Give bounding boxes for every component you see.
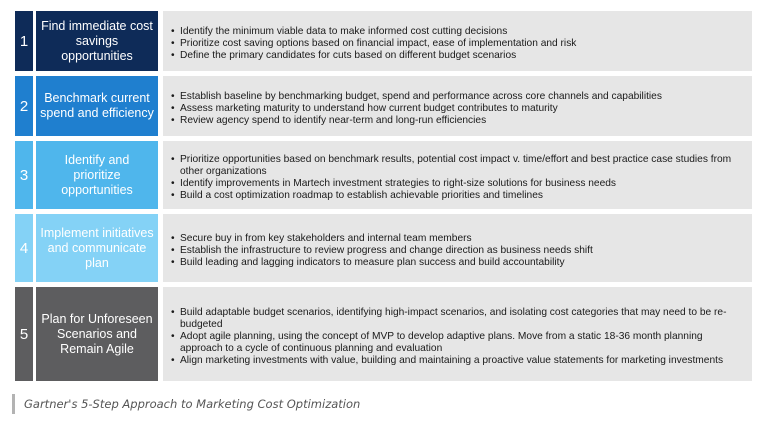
step-title-2: Benchmark current spend and efficiency — [36, 76, 158, 136]
step-number-1: 1 — [15, 11, 33, 71]
bullet-item: • Build adaptable budget scenarios, identifying high-impact scenarios, and isolating cost categories that may need to be re-budgeted — [171, 307, 742, 331]
bullet-item: • Identify the minimum viable data to make informed cost cutting decisions — [171, 26, 742, 38]
bullet-item: • Build leading and lagging indicators to measure plan success and build accountability — [171, 257, 742, 269]
bullet-item: • Prioritize opportunities based on benchmark results, potential cost impact v. time/effort and best practice case studies from other organizations — [171, 154, 742, 178]
step-details-3 — [163, 141, 752, 209]
step-details-5 — [163, 287, 752, 381]
step-title-1: Find immediate cost savings opportunities — [36, 11, 158, 71]
bullet-item: • Identify improvements in Martech investment strategies to right-size solutions for business needs — [171, 178, 742, 190]
bullet-list-3 — [171, 154, 742, 202]
step-title-3: Identify and prioritize opportunities — [36, 141, 158, 209]
step-details-1 — [163, 11, 752, 71]
step-row-2 — [15, 76, 752, 136]
step-details-2 — [163, 76, 752, 136]
figure-caption: Gartner's 5-Step Approach to Marketing Cost Optimization — [24, 397, 361, 411]
bullet-item: • Define the primary candidates for cuts based on different budget scenarios — [171, 50, 742, 62]
caption-accent-bar — [12, 394, 15, 414]
bullet-list-1 — [171, 26, 742, 62]
bullet-item: • Prioritize cost saving options based on financial impact, ease of implementation and risk — [171, 38, 742, 50]
step-details-4 — [163, 214, 752, 282]
bullet-item: • Review agency spend to identify near-term and long-run efficiencies — [171, 115, 742, 127]
bullet-item: • Establish baseline by benchmarking budget, spend and performance across core channels and capabilities — [171, 91, 742, 103]
step-title-4: Implement initiatives and communicate plan — [36, 214, 158, 282]
step-number-4: 4 — [15, 214, 33, 282]
step-row-3 — [15, 141, 752, 209]
bullet-item: • Establish the infrastructure to review progress and change direction as business needs shift — [171, 245, 742, 257]
bullet-item: • Assess marketing maturity to understand how current budget contributes to maturity — [171, 103, 742, 115]
bullet-item: • Build a cost optimization roadmap to establish achievable priorities and timelines — [171, 190, 742, 202]
step-number-2: 2 — [15, 76, 33, 136]
step-number-5: 5 — [15, 287, 33, 381]
bullet-list-4 — [171, 233, 742, 269]
step-row-4 — [15, 214, 752, 282]
step-row-5 — [15, 287, 752, 381]
bullet-list-2 — [171, 91, 742, 127]
bullet-item: • Adopt agile planning, using the concept of MVP to develop adaptive plans. Move from a static 18-36 month planning approach to a cycle of continuous planning and evaluation — [171, 331, 742, 355]
step-title-5: Plan for Unforeseen Scenarios and Remain Agile — [36, 287, 158, 381]
step-row-1 — [15, 11, 752, 71]
bullet-item: • Secure buy in from key stakeholders and internal team members — [171, 233, 742, 245]
step-number-3: 3 — [15, 141, 33, 209]
bullet-item: • Align marketing investments with value, building and maintaining a proactive value statements for marketing investments — [171, 355, 742, 367]
bullet-list-5 — [171, 307, 742, 367]
